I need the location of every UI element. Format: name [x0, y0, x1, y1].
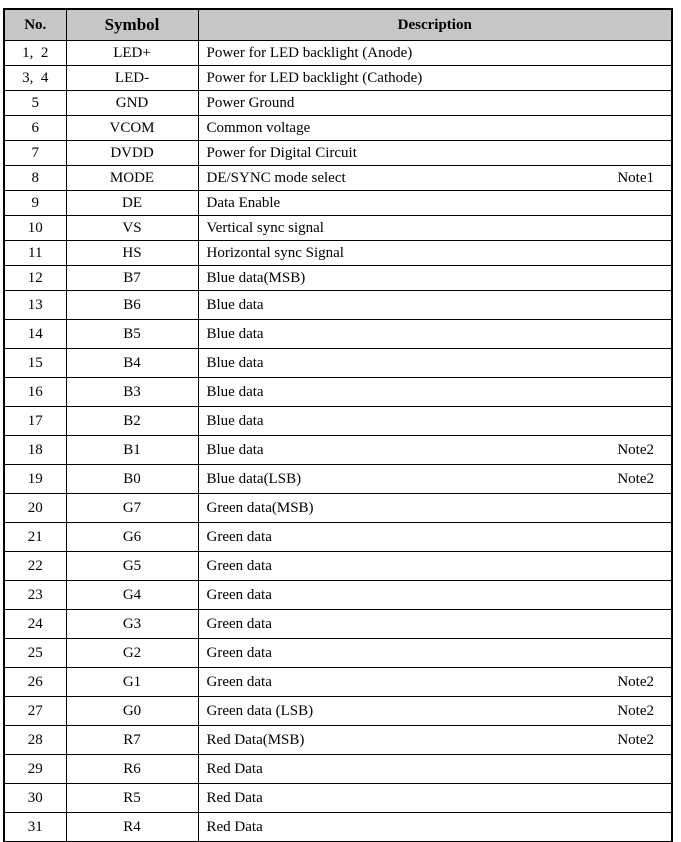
- pin-symbol-cell: GND: [66, 91, 198, 116]
- pin-description-cell: [198, 784, 672, 813]
- table-row: [4, 581, 672, 610]
- pin-symbol-cell: R5: [66, 784, 198, 813]
- pin-symbol-cell: G3: [66, 610, 198, 639]
- description-text: Blue data(LSB): [206, 470, 302, 487]
- pin-symbol-cell: B6: [66, 291, 198, 320]
- description-content: [199, 355, 672, 372]
- header-description: Description: [198, 9, 672, 41]
- table-row: [4, 407, 672, 436]
- description-text: Green data (LSB): [206, 702, 314, 719]
- pin-no-cell: 9: [4, 191, 66, 216]
- description-text: Data Enable: [206, 194, 281, 211]
- description-text: Blue data: [206, 296, 264, 313]
- description-content: [199, 471, 672, 488]
- pin-symbol-cell: B1: [66, 436, 198, 465]
- description-content: [199, 500, 672, 517]
- pin-description-cell: [198, 494, 672, 523]
- description-text: Green data: [206, 557, 272, 574]
- table-row: [4, 166, 672, 191]
- pin-symbol-cell: VCOM: [66, 116, 198, 141]
- pin-symbol-cell: LED+: [66, 41, 198, 66]
- table-row: [4, 465, 672, 494]
- pin-no-cell: 18: [4, 436, 66, 465]
- description-text: DE/SYNC mode select: [206, 169, 346, 186]
- table-row: [4, 191, 672, 216]
- description-text: Vertical sync signal: [206, 219, 324, 236]
- pin-symbol-cell: G0: [66, 697, 198, 726]
- description-content: [199, 70, 672, 87]
- description-content: [199, 413, 672, 430]
- pin-description-cell: [198, 166, 672, 191]
- pin-symbol-cell: G2: [66, 639, 198, 668]
- pin-no-cell: 1, 2: [4, 41, 66, 66]
- note-label: Note2: [617, 673, 654, 690]
- description-content: [199, 384, 672, 401]
- pin-symbol-cell: G4: [66, 581, 198, 610]
- pin-no-cell: 7: [4, 141, 66, 166]
- pin-symbol-cell: R7: [66, 726, 198, 755]
- table-row: [4, 241, 672, 266]
- table-row: [4, 610, 672, 639]
- table-row: [4, 755, 672, 784]
- pin-no-cell: 20: [4, 494, 66, 523]
- description-text: Green data: [206, 586, 272, 603]
- description-content: [199, 220, 672, 237]
- pin-no-cell: 10: [4, 216, 66, 241]
- description-content: [199, 145, 672, 162]
- table-row: [4, 141, 672, 166]
- pin-symbol-cell: B7: [66, 266, 198, 291]
- description-content: [199, 195, 672, 212]
- description-content: [199, 558, 672, 575]
- description-content: [199, 790, 672, 807]
- pin-symbol-cell: G6: [66, 523, 198, 552]
- table-row: [4, 266, 672, 291]
- description-content: [199, 245, 672, 262]
- pin-description-cell: [198, 552, 672, 581]
- pin-symbol-cell: B0: [66, 465, 198, 494]
- pin-no-cell: 22: [4, 552, 66, 581]
- description-text: Green data: [206, 673, 272, 690]
- description-content: [199, 529, 672, 546]
- description-text: Green data: [206, 528, 272, 545]
- description-content: [199, 326, 672, 343]
- description-text: Power for LED backlight (Anode): [206, 44, 413, 61]
- description-text: Red Data: [206, 789, 263, 806]
- pin-no-cell: 21: [4, 523, 66, 552]
- description-text: Blue data: [206, 441, 264, 458]
- table-row: [4, 91, 672, 116]
- pin-description-table: [3, 8, 673, 842]
- table-row: [4, 116, 672, 141]
- description-text: Blue data: [206, 383, 264, 400]
- table-row: [4, 41, 672, 66]
- description-text: Blue data(MSB): [206, 269, 306, 286]
- pin-description-cell: [198, 668, 672, 697]
- pin-no-cell: 25: [4, 639, 66, 668]
- pin-symbol-cell: MODE: [66, 166, 198, 191]
- table-row: [4, 320, 672, 349]
- description-content: [199, 732, 672, 749]
- description-content: [199, 95, 672, 112]
- description-text: Horizontal sync Signal: [206, 244, 344, 261]
- pin-description-cell: [198, 639, 672, 668]
- description-content: [199, 761, 672, 778]
- description-content: [199, 587, 672, 604]
- description-text: Green data(MSB): [206, 499, 314, 516]
- table-row: [4, 523, 672, 552]
- pin-no-cell: 29: [4, 755, 66, 784]
- pin-symbol-cell: LED-: [66, 66, 198, 91]
- pin-description-cell: [198, 610, 672, 639]
- pin-description-cell: [198, 191, 672, 216]
- pin-description-cell: [198, 241, 672, 266]
- pin-description-cell: [198, 523, 672, 552]
- pin-description-cell: [198, 407, 672, 436]
- pin-description-cell: [198, 378, 672, 407]
- pin-description-cell: [198, 755, 672, 784]
- pin-symbol-cell: G7: [66, 494, 198, 523]
- pin-no-cell: 15: [4, 349, 66, 378]
- pin-no-cell: 16: [4, 378, 66, 407]
- pin-description-cell: [198, 726, 672, 755]
- pin-symbol-cell: VS: [66, 216, 198, 241]
- description-text: Power Ground: [206, 94, 295, 111]
- pin-no-cell: 3, 4: [4, 66, 66, 91]
- description-content: [199, 45, 672, 62]
- pin-no-cell: 17: [4, 407, 66, 436]
- table-row: [4, 378, 672, 407]
- pin-description-cell: [198, 436, 672, 465]
- pin-description-cell: [198, 66, 672, 91]
- pin-no-cell: 23: [4, 581, 66, 610]
- description-text: Red Data: [206, 818, 263, 835]
- pin-no-cell: 19: [4, 465, 66, 494]
- pin-description-cell: [198, 291, 672, 320]
- description-content: [199, 170, 672, 187]
- pin-description-cell: [198, 266, 672, 291]
- header-no: No.: [4, 9, 66, 41]
- pin-no-cell: 31: [4, 813, 66, 842]
- description-content: [199, 297, 672, 314]
- description-text: Green data: [206, 615, 272, 632]
- table-row: [4, 291, 672, 320]
- note-label: Note1: [617, 169, 654, 186]
- pin-description-cell: [198, 813, 672, 842]
- table-row: [4, 552, 672, 581]
- description-text: Red Data: [206, 760, 263, 777]
- pin-no-cell: 6: [4, 116, 66, 141]
- table-row: [4, 349, 672, 378]
- pin-symbol-cell: B4: [66, 349, 198, 378]
- pin-no-cell: 30: [4, 784, 66, 813]
- table-row: [4, 494, 672, 523]
- description-content: [199, 270, 672, 287]
- pin-no-cell: 5: [4, 91, 66, 116]
- pin-no-cell: 26: [4, 668, 66, 697]
- pin-symbol-cell: HS: [66, 241, 198, 266]
- pin-symbol-cell: DVDD: [66, 141, 198, 166]
- pin-symbol-cell: B5: [66, 320, 198, 349]
- table-row: [4, 668, 672, 697]
- table-row: [4, 697, 672, 726]
- description-content: [199, 120, 672, 137]
- header-symbol: Symbol: [66, 9, 198, 41]
- table-row: [4, 66, 672, 91]
- pin-description-cell: [198, 320, 672, 349]
- description-content: [199, 819, 672, 836]
- pin-no-cell: 24: [4, 610, 66, 639]
- note-label: Note2: [617, 441, 654, 458]
- description-text: Blue data: [206, 325, 264, 342]
- table-row: [4, 813, 672, 842]
- description-content: [199, 703, 672, 720]
- pin-no-cell: 14: [4, 320, 66, 349]
- pin-symbol-cell: R6: [66, 755, 198, 784]
- pin-no-cell: 8: [4, 166, 66, 191]
- pin-no-cell: 28: [4, 726, 66, 755]
- pin-description-cell: [198, 41, 672, 66]
- description-text: Blue data: [206, 412, 264, 429]
- table-row: [4, 216, 672, 241]
- pin-no-cell: 27: [4, 697, 66, 726]
- pin-no-cell: 13: [4, 291, 66, 320]
- table-header: [4, 9, 672, 41]
- pin-description-cell: [198, 116, 672, 141]
- pin-description-cell: [198, 141, 672, 166]
- table-row: [4, 639, 672, 668]
- description-text: Power for LED backlight (Cathode): [206, 69, 423, 86]
- description-text: Red Data(MSB): [206, 731, 305, 748]
- description-text: Power for Digital Circuit: [206, 144, 357, 161]
- pin-description-cell: [198, 697, 672, 726]
- pin-description-cell: [198, 465, 672, 494]
- description-content: [199, 442, 672, 459]
- note-label: Note2: [617, 470, 654, 487]
- pin-no-cell: 11: [4, 241, 66, 266]
- table-row: [4, 726, 672, 755]
- note-label: Note2: [617, 702, 654, 719]
- pin-description-cell: [198, 216, 672, 241]
- pin-no-cell: 12: [4, 266, 66, 291]
- pin-description-cell: [198, 91, 672, 116]
- pin-description-cell: [198, 349, 672, 378]
- table-row: [4, 436, 672, 465]
- description-content: [199, 645, 672, 662]
- description-text: Blue data: [206, 354, 264, 371]
- pin-symbol-cell: R4: [66, 813, 198, 842]
- pin-symbol-cell: G5: [66, 552, 198, 581]
- description-text: Green data: [206, 644, 272, 661]
- note-label: Note2: [617, 731, 654, 748]
- pin-symbol-cell: G1: [66, 668, 198, 697]
- description-content: [199, 616, 672, 633]
- pin-symbol-cell: B3: [66, 378, 198, 407]
- pin-symbol-cell: DE: [66, 191, 198, 216]
- table-body: [4, 41, 672, 842]
- description-text: Common voltage: [206, 119, 311, 136]
- header-row: [4, 9, 672, 41]
- description-content: [199, 674, 672, 691]
- pin-symbol-cell: B2: [66, 407, 198, 436]
- pin-description-cell: [198, 581, 672, 610]
- table-row: [4, 784, 672, 813]
